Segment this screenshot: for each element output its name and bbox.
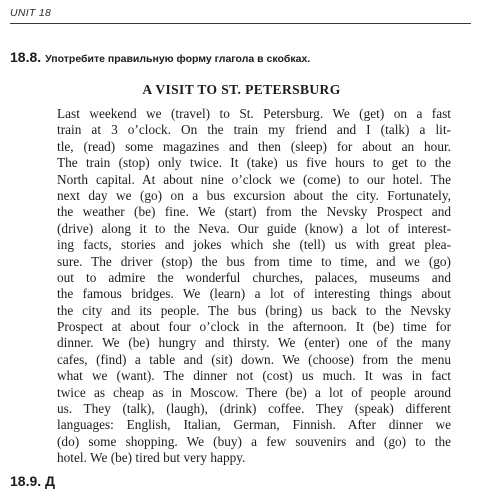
text-title: A VISIT TO ST. PETERSBURG bbox=[142, 82, 341, 97]
text-line: train at 3 o’clock. On the train my friend and I (talk) a lit- bbox=[57, 122, 451, 138]
text-line: the city and its people. The bus (bring) us back to the Nevsky bbox=[57, 302, 451, 318]
exercise-text bbox=[57, 106, 451, 467]
text-line: out to admire the wonderful churches, palaces, museums and bbox=[57, 269, 451, 285]
text-line: languages: English, Italian, German, Finnish. After dinner we bbox=[57, 417, 451, 433]
text-line: us. They (talk), (laugh), (drink) coffee. They (speak) different bbox=[57, 401, 451, 417]
text-line: the famous bridges. We (learn) a lot of interesting things about bbox=[57, 286, 451, 302]
exercise-heading bbox=[10, 49, 310, 65]
text-line: (drive) along it to the Neva. Our guide (know) a lot of interest- bbox=[57, 220, 451, 236]
text-line: Prospect at about four o’clock in the afternoon. It (be) time for bbox=[57, 319, 451, 335]
text-line: what we (want). The dinner not (cost) us much. It was in fact bbox=[57, 368, 451, 384]
text-line: hotel. We (be) tired but very happy. bbox=[57, 450, 246, 466]
exercise-number: 18.8. bbox=[10, 49, 42, 65]
text-line: (do) some shopping. We (buy) a few souvenirs and (go) to the bbox=[57, 433, 451, 449]
text-line: next day we (go) on a bus excursion about the city. Fortunately, bbox=[57, 187, 451, 203]
text-line: dinner. We (be) hungry and thirsty. We (enter) one of the many bbox=[57, 335, 451, 351]
text-line: cafes, (find) a table and (sit) down. We (choose) from the menu bbox=[57, 351, 451, 367]
header-divider bbox=[10, 23, 471, 24]
text-line: sure. The driver (stop) the bus from time to time, and we (go) bbox=[57, 253, 451, 269]
next-exercise-heading: 18.9. Д bbox=[10, 473, 56, 489]
text-line: North capital. At about nine o’clock we (come) to our hotel. The bbox=[57, 171, 451, 187]
text-line: The train (stop) only twice. It (take) us five hours to get to the bbox=[57, 155, 451, 171]
unit-header: UNIT 18 bbox=[10, 7, 52, 19]
text-line: tle, (read) some magazines and then (sleep) for about an hour. bbox=[57, 138, 451, 154]
exercise-instruction: Употребите правильную форму глагола в скобках. bbox=[45, 53, 311, 65]
text-line: ing facts, stories and jokes which she (tell) us with great plea- bbox=[57, 237, 451, 253]
text-line: Last weekend we (travel) to St. Petersburg. We (get) on a fast bbox=[57, 106, 451, 121]
text-line: the weather (be) fine. We (start) from the Nevsky Prospect and bbox=[57, 204, 451, 220]
text-line: twice as cheap as in Moscow. There (be) a lot of people around bbox=[57, 384, 451, 400]
